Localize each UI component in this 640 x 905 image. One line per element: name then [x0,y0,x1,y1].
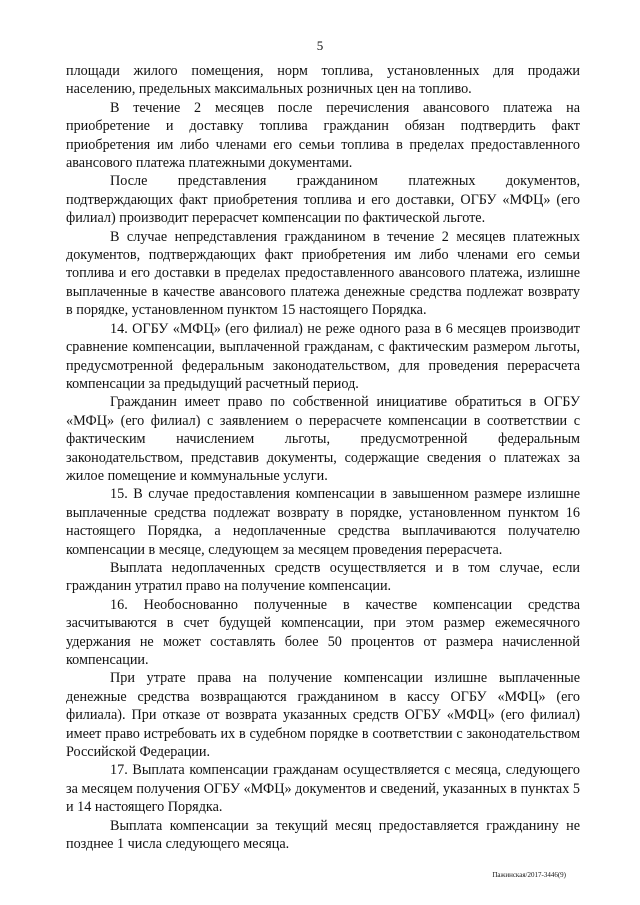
body-text [66,62,580,853]
paragraph: 15. В случае предоставления компенсации в завышенном размере излишне выплаченные средства подлежат возврату в порядке, установленном пунктом 16 настоящего Порядка, а недоплаченные средства выплачиваются получателю компенсации в месяце, следующем за месяцем проведения перерасчета. [66,486,580,558]
paragraph: Гражданин имеет право по собственной инициативе обратиться в ОГБУ «МФЦ» (его филиал) с заявлением о перерасчете компенсации в соответствии с фактическим начислением льготы, предусмотренной федеральным законодательством, представив документы, содержащие сведения о платежах за жилое помещение и коммунальные услуги. [66,394,580,484]
paragraph: площади жилого помещения, норм топлива, установленных для продажи населению, предельных максимальных розничных цен на топливо. [66,63,580,98]
paragraph: Выплата недоплаченных средств осуществляется и в том случае, если гражданин утратил право на получение компенсации. [66,559,580,595]
document-code: Пажинская/2017-3446(9) [492,871,566,879]
paragraph: Выплата компенсации за текущий месяц предоставляется гражданину не позднее 1 числа следующего месяца. [66,817,580,853]
paragraph: При утрате права на получение компенсации излишне выплаченные денежные средства возвращаются гражданином в кассу ОГБУ «МФЦ» (его филиала). При отказе от возврата указанных средств ОГБУ «МФЦ» (его филиал) имеет право истребовать их в судебном порядке в соответствии с законодательством Российской Федерации. [66,670,580,761]
page-number: 5 [316,38,324,53]
paragraph: После представления гражданином платежных документов, подтверждающих факт приобретения топлива и его доставки, ОГБУ «МФЦ» (его филиал) производит перерасчет компенсации по фактической льготе. [66,173,580,227]
paragraph: 14. ОГБУ «МФЦ» (его филиал) не реже одного раза в 6 месяцев производит сравнение компенсации, выплаченной гражданам, с фактическим размером льготы, предусмотренной федеральным законодательством, для проведения перерасчета компенсации за предыдущий расчетный период. [66,320,580,392]
paragraph: 17. Выплата компенсации гражданам осуществляется с месяца, следующего за месяцем получения ОГБУ «МФЦ» документов и сведений, указанных в пунктах 5 и 14 настоящего Порядка. [66,762,580,816]
paragraph: 16. Необоснованно полученные в качестве компенсации средства засчитываются в счет будущей компенсации, при этом размер ежемесячного удержания не может составлять более 50 процентов от размера начисленной компенсации. [66,596,580,668]
paragraph: В течение 2 месяцев после перечисления авансового платежа на приобретение и доставку топлива гражданин обязан подтвердить факт приобретения им либо членами его семьи топлива в пределах предоставленного авансового платежа платежными документами. [66,99,580,172]
paragraph: В случае непредставления гражданином в течение 2 месяцев платежных документов, подтверждающих факт приобретения им либо членами его семьи топлива и его доставки в пределах предоставленного авансового платежа, излишне выплаченные в качестве авансового платежа денежные средства подлежат возврату в порядке, установленном пунктом 15 настоящего Порядка. [66,228,580,319]
